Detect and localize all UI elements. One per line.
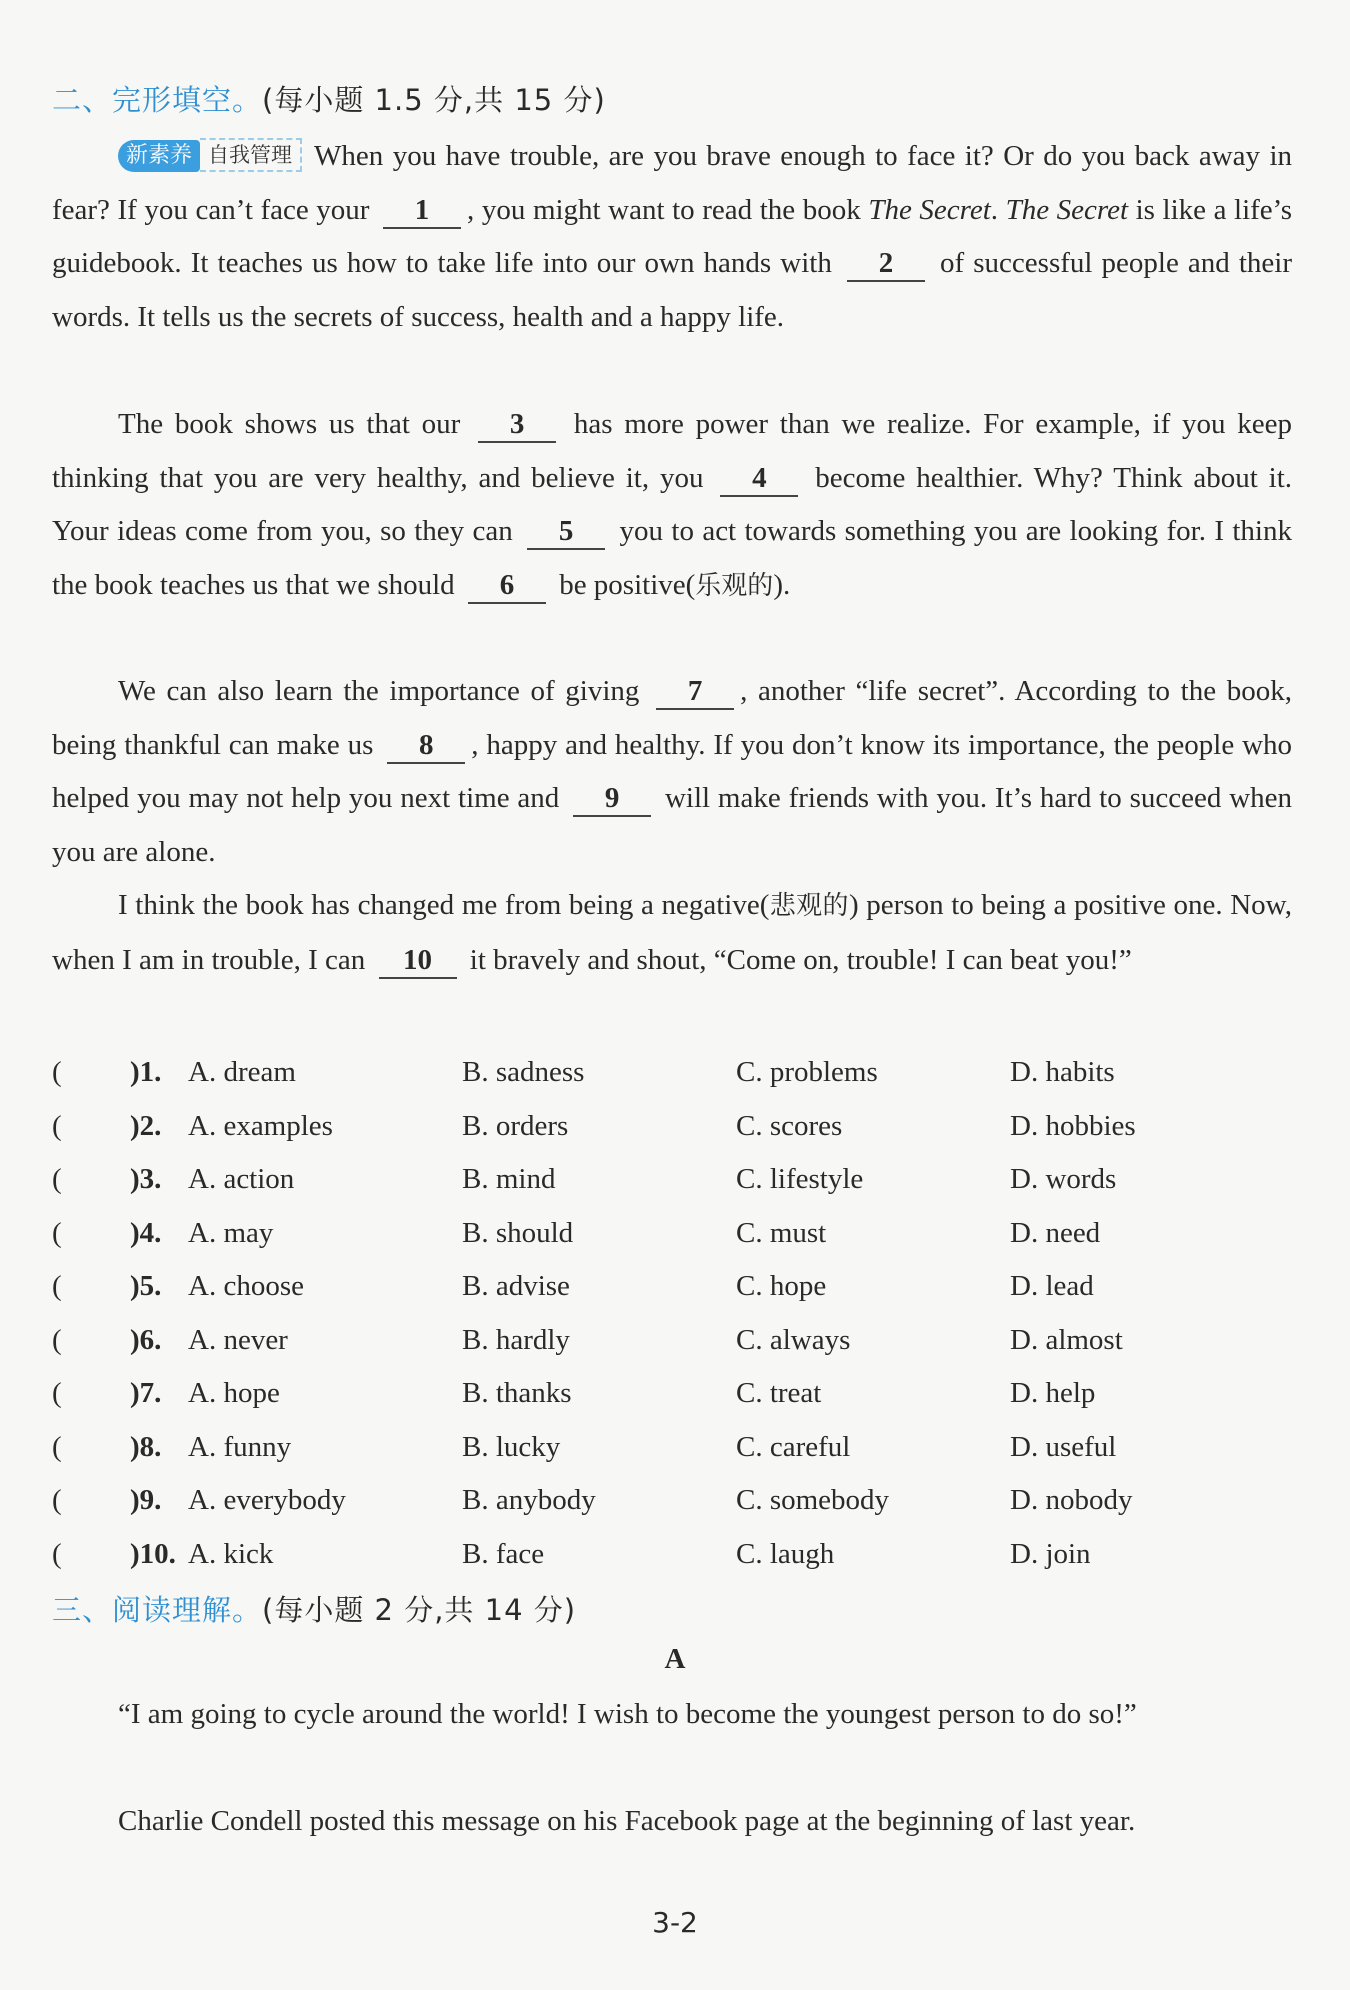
- text: “I am going to cycle around the world! I wish to become the youngest person to do so!”: [118, 1698, 1137, 1730]
- option-c: C. laugh: [736, 1537, 835, 1570]
- blank-8: 8: [387, 728, 465, 764]
- option-c: C. always: [736, 1323, 851, 1356]
- text: become healthier. Why? Think about it. Your ideas come from you, so they can: [52, 461, 1293, 547]
- question-row: [52, 1260, 1292, 1314]
- text: ) person to being a positive one. Now, when I am in trouble, I can: [52, 889, 1292, 976]
- option-b: B. hardly: [462, 1323, 570, 1356]
- question-options: [52, 1046, 1292, 1581]
- option-b: B. advise: [462, 1270, 570, 1302]
- reading-paragraph-2: [52, 1795, 1292, 1849]
- question-row: [52, 1046, 1292, 1100]
- book-title: The Secret: [1005, 193, 1129, 226]
- text: will make friends with you. It’s hard to succeed when you are alone.: [52, 782, 1293, 868]
- answer-paren[interactable]: (: [52, 1109, 62, 1142]
- answer-paren[interactable]: (: [52, 1430, 62, 1463]
- option-b: B. face: [462, 1537, 545, 1570]
- option-a: A. everybody: [188, 1484, 346, 1516]
- option-a: A. funny: [188, 1430, 292, 1463]
- option-d: D. need: [1010, 1216, 1101, 1249]
- text: , you might want to read the book: [467, 193, 861, 226]
- option-d: D. habits: [1010, 1056, 1115, 1088]
- question-number: )5.: [130, 1270, 162, 1302]
- blank-1: 1: [383, 193, 461, 229]
- question-row: [52, 1100, 1292, 1154]
- text: has more power than we realize. For example, if you keep thinking that you are very healthy, and believe it, you: [52, 408, 1293, 494]
- option-d: D. help: [1010, 1377, 1096, 1409]
- section-2-score: (每小题 1.5 分,共 15 分): [262, 83, 606, 117]
- section-3-title: 三、阅读理解。: [52, 1593, 263, 1627]
- option-c: C. somebody: [736, 1484, 890, 1516]
- answer-paren[interactable]: (: [52, 1216, 62, 1249]
- text: I think the book has changed me from being a negative(: [118, 889, 770, 921]
- blank-10: 10: [379, 943, 457, 979]
- answer-paren[interactable]: (: [52, 1270, 62, 1302]
- question-row: [52, 1421, 1292, 1475]
- option-a: A. kick: [188, 1537, 274, 1570]
- text: you to act towards something you are looking for. I think the book teaches us that we should: [52, 515, 1292, 601]
- question-row: [52, 1367, 1292, 1421]
- question-row: [52, 1153, 1292, 1207]
- page-number: 3-2: [652, 1906, 698, 1939]
- text: is like a life’s guidebook. It teaches us how to take life into our own hands with: [52, 193, 1293, 279]
- answer-paren[interactable]: (: [52, 1056, 62, 1088]
- blank-3: 3: [478, 407, 556, 443]
- blank-2: 2: [847, 246, 925, 282]
- question-row: [52, 1314, 1292, 1368]
- blank-6: 6: [468, 568, 546, 604]
- option-a: A. action: [188, 1163, 295, 1195]
- passage-a-title: A: [664, 1643, 686, 1675]
- question-row: [52, 1528, 1292, 1582]
- text: We can also learn the importance of giving: [118, 675, 640, 707]
- text: ).: [773, 568, 791, 601]
- cloze-paragraph-2: [52, 398, 1292, 613]
- self-management-badge: 自我管理: [200, 138, 302, 172]
- question-number: )3.: [130, 1163, 162, 1195]
- option-c: C. lifestyle: [736, 1163, 864, 1195]
- book-title: The Secret: [868, 193, 991, 226]
- section-2-heading: [52, 78, 606, 119]
- option-d: D. nobody: [1010, 1484, 1133, 1516]
- question-row: [52, 1474, 1292, 1528]
- option-a: A. hope: [188, 1377, 280, 1409]
- option-a: A. dream: [188, 1056, 296, 1088]
- question-number: )2.: [130, 1109, 162, 1142]
- option-c: C. careful: [736, 1430, 851, 1463]
- blank-5: 5: [527, 514, 605, 550]
- answer-paren[interactable]: (: [52, 1163, 62, 1195]
- blank-7: 7: [656, 674, 734, 710]
- answer-paren[interactable]: (: [52, 1537, 62, 1570]
- option-c: C. hope: [736, 1270, 827, 1302]
- option-b: B. orders: [462, 1109, 569, 1142]
- option-a: A. choose: [188, 1270, 304, 1302]
- text: .: [990, 193, 999, 226]
- option-b: B. sadness: [462, 1056, 585, 1088]
- question-number: )1.: [130, 1056, 162, 1088]
- answer-paren[interactable]: (: [52, 1377, 62, 1409]
- option-d: D. useful: [1010, 1430, 1117, 1463]
- cloze-paragraph-3: [52, 665, 1292, 879]
- text: Charlie Condell posted this message on his Facebook page at the beginning of last year.: [118, 1805, 1136, 1837]
- option-a: A. may: [188, 1216, 274, 1249]
- answer-paren[interactable]: (: [52, 1484, 62, 1516]
- text: it bravely and shout, “Come on, trouble! I can beat you!”: [469, 943, 1132, 976]
- cloze-paragraph-1: [52, 130, 1292, 344]
- answer-paren[interactable]: (: [52, 1323, 62, 1356]
- option-c: C. treat: [736, 1377, 822, 1409]
- reading-paragraph-1: [52, 1688, 1292, 1742]
- question-number: )6.: [130, 1323, 162, 1356]
- option-d: D. almost: [1010, 1323, 1123, 1356]
- option-d: D. words: [1010, 1163, 1117, 1195]
- option-a: A. never: [188, 1323, 288, 1356]
- chinese-gloss: 悲观的: [769, 891, 849, 921]
- question-row: [52, 1207, 1292, 1261]
- option-d: D. hobbies: [1010, 1109, 1136, 1142]
- blank-4: 4: [720, 461, 798, 497]
- option-b: B. should: [462, 1216, 574, 1249]
- option-b: B. anybody: [462, 1484, 596, 1516]
- chinese-gloss: 乐观的: [695, 570, 774, 601]
- question-number: )9.: [130, 1484, 162, 1516]
- option-b: B. lucky: [462, 1430, 561, 1463]
- question-number: )10.: [130, 1537, 176, 1570]
- text: , another “life secret”. According to the book, being thankful can make us: [52, 675, 1292, 761]
- option-d: D. join: [1010, 1537, 1091, 1570]
- question-number: )8.: [130, 1430, 162, 1463]
- text: be positive(: [559, 568, 696, 601]
- section-3-heading: [52, 1588, 576, 1629]
- text: of successful people and their words. It tells us the secrets of success, health and a happy life.: [52, 247, 1293, 333]
- option-c: C. scores: [736, 1109, 843, 1142]
- section-2-title: 二、完形填空。: [52, 83, 263, 117]
- option-d: D. lead: [1010, 1270, 1094, 1302]
- question-number: )4.: [130, 1216, 162, 1249]
- text: The book shows us that our: [118, 408, 461, 440]
- option-c: C. must: [736, 1216, 827, 1249]
- text: , happy and healthy. If you don’t know its importance, the people who helped you may not help you next time and: [52, 728, 1293, 814]
- option-b: B. mind: [462, 1163, 556, 1195]
- cloze-paragraph-4: [52, 879, 1292, 987]
- literacy-badge: 新素养: [118, 140, 200, 172]
- section-3-score: (每小题 2 分,共 14 分): [262, 1593, 577, 1627]
- text: When you have trouble, are you brave enough to face it? Or do you back away in fear? If you can’t face your: [52, 140, 1292, 226]
- question-number: )7.: [130, 1377, 162, 1409]
- option-a: A. examples: [188, 1109, 333, 1142]
- blank-9: 9: [573, 781, 651, 817]
- option-c: C. problems: [736, 1056, 878, 1088]
- option-b: B. thanks: [462, 1377, 572, 1409]
